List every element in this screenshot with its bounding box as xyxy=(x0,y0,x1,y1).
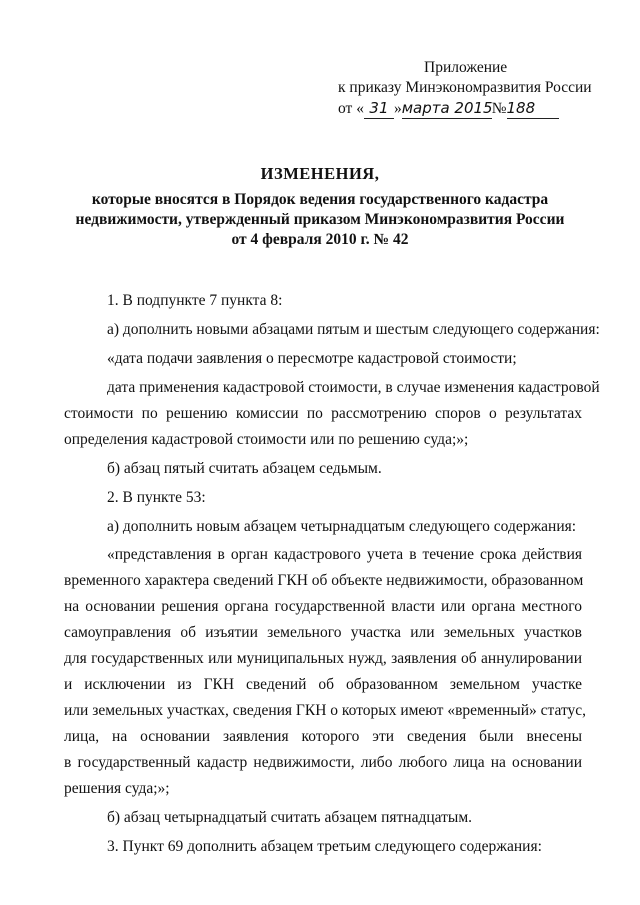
subtitle-line: недвижимости, утвержденный приказом Минэкономразвития России xyxy=(75,211,565,228)
body-line: определения кадастровой стоимости или по решению суда;»; xyxy=(64,431,469,448)
appendix-order-line: к приказу Минэкономразвития России xyxy=(338,79,592,96)
body-line: для государственных или муниципальных нужд, заявления об аннулировании xyxy=(64,650,582,667)
handwritten-order-number: 188 xyxy=(507,98,559,119)
number-sign: № xyxy=(491,100,507,117)
item-1a: а) дополнить новыми абзацами пятым и шестым следующего содержания: xyxy=(107,321,600,338)
body-line: дата применения кадастровой стоимости, в случае изменения кадастровой xyxy=(107,379,600,396)
item-2a: а) дополнить новым абзацем четырнадцатым следующего содержания: xyxy=(107,518,577,535)
handwritten-month-year: марта 2015 xyxy=(401,99,493,117)
item-1-heading: 1. В подпункте 7 пункта 8: xyxy=(107,292,283,309)
document-subtitle xyxy=(60,190,580,250)
body-line: решения суда;»; xyxy=(64,780,170,797)
date-prefix: от « xyxy=(338,100,364,117)
subtitle-line: от 4 февраля 2010 г. № 42 xyxy=(231,231,409,248)
date-close-quote: » xyxy=(393,100,402,117)
subtitle-line: которые вносятся в Порядок ведения государственного кадастра xyxy=(91,191,549,208)
body-line: в государственный кадастр недвижимости, либо любого лица на основании xyxy=(64,754,582,771)
body-line: стоимости по решению комиссии по рассмотрению споров о результатах xyxy=(64,405,582,422)
body-line: временного характера сведений ГКН об объекте недвижимости, образованном xyxy=(64,572,584,589)
quote-line: «дата подачи заявления о пересмотре кадастровой стоимости; xyxy=(107,350,517,367)
body-line: и исключении из ГКН сведений об образованном земельном участке xyxy=(64,676,582,693)
quote-line: «представления в орган кадастрового учета в течение срока действия xyxy=(107,546,582,563)
handwritten-day: 31 xyxy=(364,98,394,119)
body-line: лица, на основании заявления которого эти сведения были внесены xyxy=(64,728,582,745)
item-3-heading: 3. Пункт 69 дополнить абзацем третьим следующего содержания: xyxy=(107,838,542,855)
appendix-date-line xyxy=(338,98,618,119)
document-title: ИЗМЕНЕНИЯ, xyxy=(260,164,380,183)
item-2-heading: 2. В пункте 53: xyxy=(107,489,206,506)
appendix-header xyxy=(338,58,618,119)
body-line: на основании решения органа государственной власти или органа местного xyxy=(64,598,582,615)
item-2b: б) абзац четырнадцатый считать абзацем пятнадцатым. xyxy=(107,809,473,826)
item-1b: б) абзац пятый считать абзацем седьмым. xyxy=(107,460,382,477)
appendix-label: Приложение xyxy=(424,59,508,76)
body-line: самоуправления об изъятии земельного участка или земельных участков xyxy=(64,624,582,641)
body-line: или земельных участках, сведения ГКН о которых имеют «временный» статус, xyxy=(64,702,587,719)
